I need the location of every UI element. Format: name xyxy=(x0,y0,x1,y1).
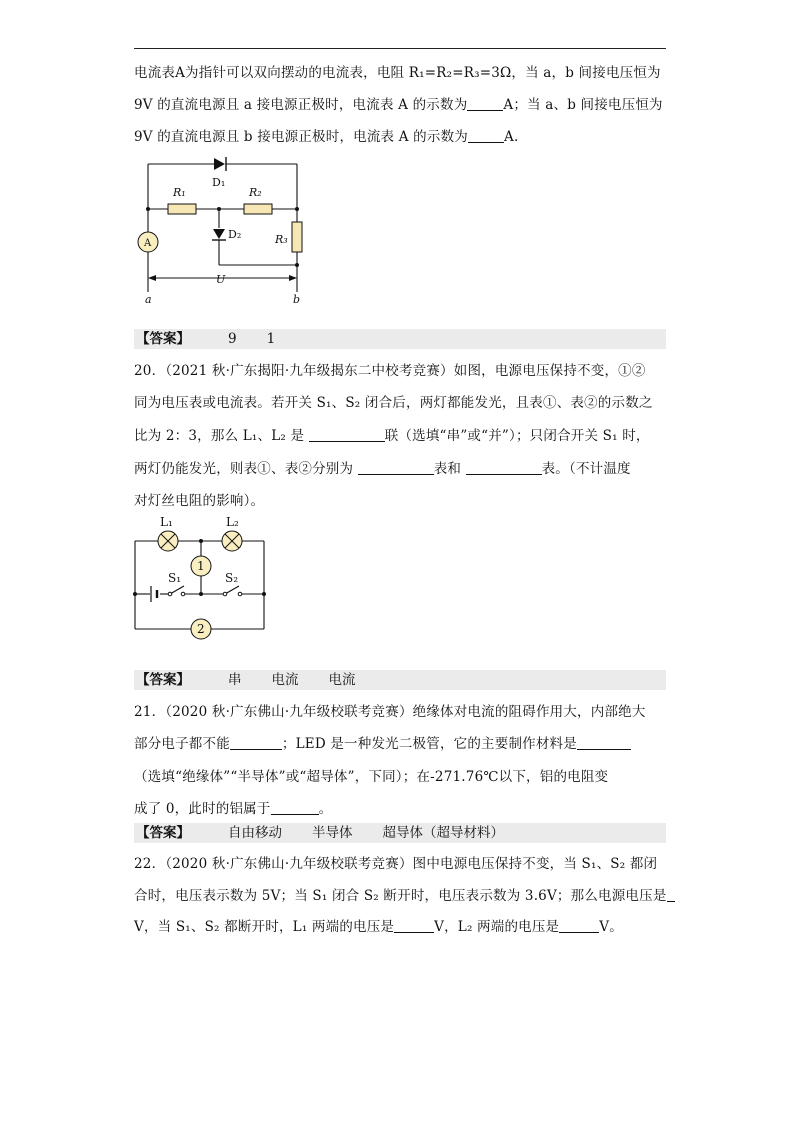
answer-value: 自由移动 xyxy=(228,825,282,841)
resistor-r1 xyxy=(168,204,196,214)
answer-blank[interactable] xyxy=(559,918,599,933)
q20-line-5: 对灯丝电阻的影响）。 xyxy=(134,493,265,509)
lamp-l1 xyxy=(158,531,178,551)
lamp-l2 xyxy=(222,531,242,551)
q20-line-1: 20．（2021 秋·广东揭阳·九年级揭东二中校考竞赛）如图，电源电压保持不变，①② xyxy=(134,363,646,379)
battery xyxy=(151,586,157,602)
label-r3: R₃ xyxy=(275,233,288,246)
answer-tag: 【答案】 xyxy=(136,672,190,688)
label-s1: S₁ xyxy=(168,571,182,585)
circuit-diagram-q19 xyxy=(130,152,330,310)
answer-value: 超导体（超导材料） xyxy=(382,825,504,841)
q19-line-3: 9V 的直流电源且 b 接电源正极时，电流表 A 的示数为 A. xyxy=(134,129,519,145)
label-r2: R₂ xyxy=(249,186,262,199)
diode-d2 xyxy=(212,229,226,240)
q19-line-1: 电流表A为指针可以双向摆动的电流表，电阻 R₁=R₂=R₃=3Ω，当 a，b 间接电压恒为 xyxy=(134,65,661,81)
q20-line-3: 比为 2：3，那么 L₁、L₂ 是 联（选填“串”或“并”）；只闭合开关 S₁ 时， xyxy=(134,428,650,444)
answer-blank[interactable] xyxy=(468,128,504,143)
answer-value: 串 xyxy=(228,672,242,688)
q22-line-1: 22．（2020 秋·广东佛山·九年级校联考竞赛）图中电源电压保持不变，当 S₁、S₂ 都闭 xyxy=(134,856,658,872)
q21-line-4: 成了 0，此时的铝属于 。 xyxy=(134,801,333,817)
answer-blank[interactable] xyxy=(394,918,434,933)
answer-blank[interactable] xyxy=(271,800,319,815)
answer-bar-q21 xyxy=(134,823,666,843)
header-rule xyxy=(134,48,666,49)
diode-d1 xyxy=(214,157,226,171)
q21-line-3: （选填“绝缘体”“半导体”或“超导体”，下同）；在-271.76℃以下，铝的电阻变 xyxy=(134,769,609,785)
answer-blank[interactable] xyxy=(667,887,675,902)
label-b: b xyxy=(293,293,301,306)
answer-blank[interactable] xyxy=(466,460,542,475)
answer-value: 9 xyxy=(228,331,237,347)
answer-blank[interactable] xyxy=(358,460,434,475)
answer-bar-q20 xyxy=(134,670,666,690)
circuit-diagram-q20 xyxy=(130,510,275,640)
q19-line-2: 9V 的直流电源且 a 接电源正极时，电流表 A 的示数为 A；当 a、b 间接电压恒为 xyxy=(134,97,663,113)
label-u: U xyxy=(216,273,226,286)
q22-line-2: 合时，电压表示数为 5V；当 S₁ 闭合 S₂ 断开时，电压表示数为 3.6V；那么电源电压是 xyxy=(134,887,675,905)
q20-line-2: 同为电压表或电流表。若开关 S₁、S₂ 闭合后，两灯都能发光，且表①、表②的示数之 xyxy=(134,395,653,411)
label-a: a xyxy=(145,293,152,306)
answer-blank[interactable] xyxy=(577,735,631,750)
answer-value: 半导体 xyxy=(312,825,353,841)
answer-value: 1 xyxy=(266,331,276,347)
resistor-r3 xyxy=(292,222,302,252)
label-meter-1: 1 xyxy=(197,559,205,573)
answer-tag: 【答案】 xyxy=(136,331,190,347)
label-l2: L₂ xyxy=(226,515,239,529)
answer-bar-q19 xyxy=(134,329,666,349)
answer-value: 电流 xyxy=(328,672,356,688)
q21-line-1: 21．（2020 秋·广东佛山·九年级校联考竞赛）绝缘体对电流的阻碍作用大，内部绝大 xyxy=(134,704,646,720)
answer-blank[interactable] xyxy=(467,96,503,111)
answer-blank[interactable] xyxy=(230,735,282,750)
q20-line-4: 两灯仍能发光，则表①、表②分别为 表和 表。（不计温度 xyxy=(134,461,631,477)
label-r1: R₁ xyxy=(173,186,186,199)
answer-value: 电流 xyxy=(271,672,299,688)
q22-line-3: V，当 S₁、S₂ 都断开时，L₁ 两端的电压是 V，L₂ 两端的电压是 V。 xyxy=(134,919,623,935)
label-meter-2: 2 xyxy=(197,622,205,636)
label-ammeter: A xyxy=(144,238,152,249)
resistor-r2 xyxy=(244,204,272,214)
answer-tag: 【答案】 xyxy=(136,825,190,841)
answer-blank[interactable] xyxy=(309,427,385,442)
q21-line-2: 部分电子都不能 ；LED 是一种发光二极管，它的主要制作材料是 xyxy=(134,735,631,753)
label-s2: S₂ xyxy=(225,571,239,585)
label-d2: D₂ xyxy=(228,228,242,241)
label-l1: L₁ xyxy=(160,515,173,529)
label-d1: D₁ xyxy=(212,176,226,189)
